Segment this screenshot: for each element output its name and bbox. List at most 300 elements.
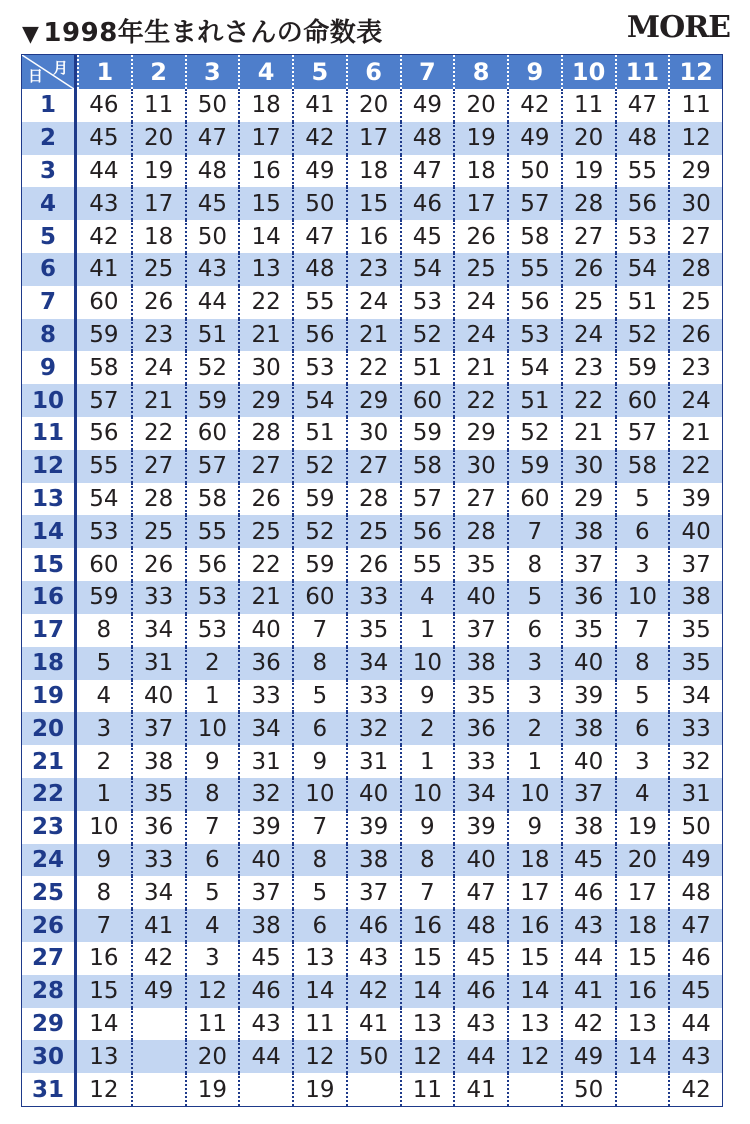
table-cell: 7 bbox=[185, 811, 239, 844]
table-cell: 4 bbox=[96, 682, 112, 709]
table-cell: 43 bbox=[185, 253, 239, 286]
table-cell: 37 bbox=[238, 876, 292, 909]
table-cell: 3 bbox=[615, 745, 669, 778]
table-cell: 12 bbox=[185, 975, 239, 1008]
table-cell: 38 bbox=[346, 844, 400, 877]
day-header: 7 bbox=[22, 286, 77, 319]
table-cell: 51 bbox=[615, 286, 669, 319]
table-cell: 3 bbox=[507, 647, 561, 680]
table-cell: 31 bbox=[346, 745, 400, 778]
table-cell: 47 bbox=[400, 155, 454, 188]
table-cell: 10 bbox=[507, 778, 561, 811]
table-cell: 22 bbox=[238, 286, 292, 319]
table-cell: 1 bbox=[400, 614, 454, 647]
table-cell: 45 bbox=[185, 187, 239, 220]
table-cell: 46 bbox=[453, 975, 507, 1008]
table-cell: 8 bbox=[400, 844, 454, 877]
table-cell: 10 bbox=[400, 647, 454, 680]
table-cell: 2 bbox=[96, 748, 112, 775]
month-header: 9 bbox=[507, 55, 561, 89]
table-cell: 26 bbox=[346, 548, 400, 581]
table-cell: 40 bbox=[238, 844, 292, 877]
table-cell: 51 bbox=[292, 417, 346, 450]
table-cell: 59 bbox=[615, 351, 669, 384]
table-cell: 26 bbox=[238, 483, 292, 516]
table-cell: 38 bbox=[131, 745, 185, 778]
table-cell: 59 bbox=[292, 548, 346, 581]
table-cell: 4 bbox=[615, 778, 669, 811]
table-cell: 46 bbox=[668, 942, 722, 975]
table-cell: 53 bbox=[292, 351, 346, 384]
table-cell: 4 bbox=[400, 581, 454, 614]
table-cell: 3 bbox=[185, 942, 239, 975]
table-cell: 22 bbox=[131, 417, 185, 450]
table-cell: 51 bbox=[185, 319, 239, 352]
table-cell: 50 bbox=[346, 1040, 400, 1073]
table-cell: 11 bbox=[292, 1008, 346, 1041]
table-cell: 49 bbox=[292, 155, 346, 188]
table-cell: 46 bbox=[400, 187, 454, 220]
title-text: 1998年生まれさんの命数表 bbox=[43, 18, 383, 48]
table-cell: 22 bbox=[668, 450, 722, 483]
table-cell: 37 bbox=[668, 548, 722, 581]
table-cell: 44 bbox=[668, 1008, 722, 1041]
table-cell: 58 bbox=[89, 354, 119, 381]
table-cell: 42 bbox=[561, 1008, 615, 1041]
table-cell: 58 bbox=[400, 450, 454, 483]
table-cell: 45 bbox=[77, 122, 131, 155]
table-cell: 7 bbox=[77, 909, 131, 942]
table-cell: 34 bbox=[453, 778, 507, 811]
table-cell: 35 bbox=[346, 614, 400, 647]
table-cell: 43 bbox=[346, 942, 400, 975]
table-cell: 14 bbox=[507, 975, 561, 1008]
table-cell: 12 bbox=[507, 1040, 561, 1073]
table-cell: 32 bbox=[668, 745, 722, 778]
table-cell: 25 bbox=[668, 286, 722, 319]
table-cell: 45 bbox=[400, 220, 454, 253]
table-cell: 54 bbox=[292, 384, 346, 417]
table-cell: 7 bbox=[507, 515, 561, 548]
table-cell: 52 bbox=[292, 515, 346, 548]
table-cell: 18 bbox=[507, 844, 561, 877]
table-cell: 21 bbox=[561, 417, 615, 450]
day-header: 21 bbox=[22, 745, 77, 778]
table-cell: 40 bbox=[561, 647, 615, 680]
table-cell: 31 bbox=[238, 745, 292, 778]
table-cell: 5 bbox=[507, 581, 561, 614]
table-cell: 1 bbox=[400, 745, 454, 778]
day-header: 24 bbox=[22, 844, 77, 877]
month-header: 6 bbox=[346, 55, 400, 89]
table-cell: 28 bbox=[238, 417, 292, 450]
table-cell: 47 bbox=[185, 122, 239, 155]
table-cell: 22 bbox=[346, 351, 400, 384]
month-header: 5 bbox=[292, 55, 346, 89]
table-cell: 23 bbox=[668, 351, 722, 384]
table-cell: 18 bbox=[131, 220, 185, 253]
table-cell: 36 bbox=[238, 647, 292, 680]
table-cell: 34 bbox=[668, 680, 722, 713]
table-cell: 13 bbox=[615, 1008, 669, 1041]
table-cell: 37 bbox=[561, 548, 615, 581]
table-cell: 19 bbox=[292, 1073, 346, 1106]
table-cell: 15 bbox=[346, 187, 400, 220]
table-cell: 9 bbox=[400, 811, 454, 844]
table-cell: 60 bbox=[507, 483, 561, 516]
table-cell: 56 bbox=[185, 548, 239, 581]
table-cell: 26 bbox=[561, 253, 615, 286]
table-cell: 51 bbox=[507, 384, 561, 417]
table-cell: 33 bbox=[346, 680, 400, 713]
table-cell: 13 bbox=[507, 1008, 561, 1041]
table-cell: 14 bbox=[400, 975, 454, 1008]
table-cell: 10 bbox=[89, 814, 119, 841]
table-cell: 35 bbox=[131, 778, 185, 811]
table-cell: 17 bbox=[238, 122, 292, 155]
table-cell: 23 bbox=[561, 351, 615, 384]
table-cell: 3 bbox=[507, 680, 561, 713]
table-cell: 17 bbox=[615, 876, 669, 909]
table-cell: 44 bbox=[453, 1040, 507, 1073]
table-cell: 53 bbox=[400, 286, 454, 319]
table-cell: 18 bbox=[453, 155, 507, 188]
month-header: 1 bbox=[77, 55, 131, 89]
table-cell: 60 bbox=[292, 581, 346, 614]
table-cell: 15 bbox=[400, 942, 454, 975]
table-cell: 7 bbox=[400, 876, 454, 909]
table-cell: 25 bbox=[131, 253, 185, 286]
table-cell: 20 bbox=[131, 122, 185, 155]
table-cell: 1 bbox=[507, 745, 561, 778]
table-cell: 41 bbox=[346, 1008, 400, 1041]
day-header: 23 bbox=[22, 811, 77, 844]
table-cell: 9 bbox=[292, 745, 346, 778]
table-cell: 16 bbox=[400, 909, 454, 942]
table-cell: 16 bbox=[238, 155, 292, 188]
table-cell: 30 bbox=[668, 187, 722, 220]
table-cell: 5 bbox=[185, 876, 239, 909]
table-cell: 52 bbox=[185, 351, 239, 384]
table-cell: 53 bbox=[615, 220, 669, 253]
table-cell: 9 bbox=[77, 844, 131, 877]
table-cell: 5 bbox=[615, 680, 669, 713]
table-cell: 50 bbox=[561, 1073, 615, 1106]
day-header: 19 bbox=[22, 680, 77, 713]
day-header: 27 bbox=[22, 942, 77, 975]
day-header: 2 bbox=[22, 122, 77, 155]
table-cell: 60 bbox=[185, 417, 239, 450]
table-cell: 36 bbox=[131, 811, 185, 844]
table-cell: 6 bbox=[292, 909, 346, 942]
table-cell: 48 bbox=[615, 122, 669, 155]
table-cell: 11 bbox=[131, 89, 185, 122]
table-cell: 6 bbox=[507, 614, 561, 647]
table-cell: 35 bbox=[453, 548, 507, 581]
day-header: 9 bbox=[22, 351, 77, 384]
triangle-down-icon: ▼ bbox=[22, 22, 40, 47]
table-cell: 49 bbox=[561, 1040, 615, 1073]
table-cell: 40 bbox=[131, 680, 185, 713]
table-cell: 46 bbox=[238, 975, 292, 1008]
table-cell: 37 bbox=[131, 712, 185, 745]
table-cell: 45 bbox=[238, 942, 292, 975]
table-cell: 50 bbox=[668, 811, 722, 844]
day-header: 3 bbox=[22, 155, 77, 188]
table-cell: 29 bbox=[561, 483, 615, 516]
table-cell: 33 bbox=[238, 680, 292, 713]
table-cell: 25 bbox=[346, 515, 400, 548]
table-cell: 8 bbox=[507, 548, 561, 581]
table-cell: 10 bbox=[292, 778, 346, 811]
table-cell: 19 bbox=[131, 155, 185, 188]
table-cell: 52 bbox=[292, 450, 346, 483]
table-cell: 54 bbox=[400, 253, 454, 286]
table-cell: 14 bbox=[615, 1040, 669, 1073]
table-cell: 32 bbox=[346, 712, 400, 745]
table-cell: 46 bbox=[561, 876, 615, 909]
table-cell: 53 bbox=[507, 319, 561, 352]
table-cell: 40 bbox=[238, 614, 292, 647]
day-header: 16 bbox=[22, 581, 77, 614]
table-cell: 7 bbox=[615, 614, 669, 647]
table-cell: 29 bbox=[668, 155, 722, 188]
table-cell: 30 bbox=[238, 351, 292, 384]
table-cell: 42 bbox=[346, 975, 400, 1008]
table-cell: 49 bbox=[668, 844, 722, 877]
day-header: 31 bbox=[22, 1073, 77, 1106]
table-cell: 55 bbox=[400, 548, 454, 581]
day-header: 13 bbox=[22, 483, 77, 516]
table-cell: 18 bbox=[346, 155, 400, 188]
table-cell: 23 bbox=[131, 319, 185, 352]
table-cell: 45 bbox=[668, 975, 722, 1008]
day-header: 11 bbox=[22, 417, 77, 450]
table-cell: 6 bbox=[615, 712, 669, 745]
table-cell: 33 bbox=[131, 844, 185, 877]
table-cell: 4 bbox=[185, 909, 239, 942]
table-cell: 41 bbox=[131, 909, 185, 942]
table-cell: 22 bbox=[238, 548, 292, 581]
corner-month-label: 月 bbox=[52, 59, 68, 77]
table-cell: 38 bbox=[561, 811, 615, 844]
table-cell: 29 bbox=[238, 384, 292, 417]
day-header: 12 bbox=[22, 450, 77, 483]
table-cell: 27 bbox=[238, 450, 292, 483]
table-cell: 8 bbox=[292, 844, 346, 877]
table-cell: 42 bbox=[507, 89, 561, 122]
day-header: 20 bbox=[22, 712, 77, 745]
table-cell: 20 bbox=[346, 89, 400, 122]
table-cell: 16 bbox=[615, 975, 669, 1008]
table-cell: 48 bbox=[668, 876, 722, 909]
table-cell: 55 bbox=[507, 253, 561, 286]
table-cell: 8 bbox=[185, 778, 239, 811]
table-cell: 2 bbox=[400, 712, 454, 745]
table-cell: 12 bbox=[668, 122, 722, 155]
table-cell: 5 bbox=[292, 680, 346, 713]
table-cell: 17 bbox=[131, 187, 185, 220]
table-cell: 34 bbox=[131, 614, 185, 647]
table-cell: 52 bbox=[615, 319, 669, 352]
table-cell: 48 bbox=[185, 155, 239, 188]
table-cell: 60 bbox=[400, 384, 454, 417]
table-cell: 39 bbox=[668, 483, 722, 516]
table-cell: 26 bbox=[668, 319, 722, 352]
table-cell: 20 bbox=[615, 844, 669, 877]
table-cell: 6 bbox=[615, 515, 669, 548]
day-header: 22 bbox=[22, 778, 77, 811]
table-cell: 12 bbox=[400, 1040, 454, 1073]
table-cell: 53 bbox=[77, 515, 131, 548]
table-cell: 42 bbox=[668, 1073, 722, 1106]
table-cell: 21 bbox=[238, 319, 292, 352]
table-cell: 40 bbox=[561, 745, 615, 778]
number-table bbox=[21, 54, 723, 1107]
month-header: 10 bbox=[561, 55, 615, 89]
table-corner-header bbox=[22, 55, 77, 89]
table-cell: 16 bbox=[507, 909, 561, 942]
day-header: 26 bbox=[22, 909, 77, 942]
month-header: 12 bbox=[668, 55, 722, 89]
table-cell: 19 bbox=[185, 1073, 239, 1106]
table-cell: 38 bbox=[238, 909, 292, 942]
table-cell: 13 bbox=[400, 1008, 454, 1041]
table-cell: 36 bbox=[453, 712, 507, 745]
table-cell: 43 bbox=[77, 187, 131, 220]
table-cell: 21 bbox=[238, 581, 292, 614]
table-cell: 52 bbox=[400, 319, 454, 352]
table-cell: 10 bbox=[185, 712, 239, 745]
table-cell: 16 bbox=[346, 220, 400, 253]
table-cell: 28 bbox=[453, 515, 507, 548]
table-cell: 28 bbox=[346, 483, 400, 516]
table-cell bbox=[346, 1073, 400, 1106]
table-cell: 10 bbox=[400, 778, 454, 811]
table-cell: 1 bbox=[77, 778, 131, 811]
table-cell: 31 bbox=[131, 647, 185, 680]
table-cell: 6 bbox=[292, 712, 346, 745]
table-cell: 12 bbox=[89, 1076, 119, 1103]
table-cell: 7 bbox=[292, 614, 346, 647]
table-cell: 35 bbox=[668, 614, 722, 647]
table-cell: 1 bbox=[185, 680, 239, 713]
table-cell: 40 bbox=[346, 778, 400, 811]
table-cell: 9 bbox=[507, 811, 561, 844]
table-cell: 28 bbox=[561, 187, 615, 220]
table-cell: 56 bbox=[507, 286, 561, 319]
table-cell: 60 bbox=[89, 551, 119, 578]
table-cell: 7 bbox=[292, 811, 346, 844]
day-header: 4 bbox=[22, 187, 77, 220]
table-cell: 39 bbox=[346, 811, 400, 844]
month-header: 8 bbox=[453, 55, 507, 89]
table-cell: 55 bbox=[77, 450, 131, 483]
table-cell: 57 bbox=[507, 187, 561, 220]
table-cell bbox=[615, 1073, 669, 1106]
table-cell: 19 bbox=[561, 155, 615, 188]
day-header: 29 bbox=[22, 1008, 77, 1041]
month-header: 7 bbox=[400, 55, 454, 89]
table-cell: 28 bbox=[668, 253, 722, 286]
day-header: 1 bbox=[22, 89, 77, 122]
table-cell: 38 bbox=[561, 515, 615, 548]
table-cell: 26 bbox=[453, 220, 507, 253]
table-grid bbox=[22, 55, 722, 1106]
table-cell: 24 bbox=[453, 286, 507, 319]
table-cell: 30 bbox=[561, 450, 615, 483]
table-cell: 41 bbox=[292, 89, 346, 122]
table-cell: 49 bbox=[400, 89, 454, 122]
table-cell: 20 bbox=[453, 89, 507, 122]
table-cell: 15 bbox=[615, 942, 669, 975]
table-cell: 52 bbox=[507, 417, 561, 450]
table-cell: 37 bbox=[453, 614, 507, 647]
brand-logo: MORE bbox=[626, 10, 730, 45]
table-cell: 34 bbox=[346, 647, 400, 680]
table-cell: 8 bbox=[292, 647, 346, 680]
day-header: 6 bbox=[22, 253, 77, 286]
table-cell: 38 bbox=[561, 712, 615, 745]
table-cell: 56 bbox=[292, 319, 346, 352]
table-cell: 43 bbox=[453, 1008, 507, 1041]
table-cell: 59 bbox=[400, 417, 454, 450]
table-cell: 39 bbox=[453, 811, 507, 844]
table-cell: 45 bbox=[453, 942, 507, 975]
table-cell: 46 bbox=[346, 909, 400, 942]
table-cell: 22 bbox=[561, 384, 615, 417]
table-cell: 14 bbox=[238, 220, 292, 253]
table-cell: 21 bbox=[668, 417, 722, 450]
table-cell: 48 bbox=[400, 122, 454, 155]
table-cell: 6 bbox=[185, 844, 239, 877]
day-header: 30 bbox=[22, 1040, 77, 1073]
table-cell: 57 bbox=[77, 384, 131, 417]
table-cell: 55 bbox=[292, 286, 346, 319]
table-cell bbox=[507, 1073, 561, 1106]
table-cell: 18 bbox=[238, 89, 292, 122]
table-cell: 59 bbox=[185, 384, 239, 417]
table-cell: 38 bbox=[453, 647, 507, 680]
month-header: 11 bbox=[615, 55, 669, 89]
table-cell: 48 bbox=[292, 253, 346, 286]
table-cell: 33 bbox=[453, 745, 507, 778]
table-cell: 40 bbox=[668, 515, 722, 548]
table-cell: 8 bbox=[615, 647, 669, 680]
corner-day-label: 日 bbox=[28, 67, 44, 85]
table-cell: 59 bbox=[292, 483, 346, 516]
table-cell: 41 bbox=[561, 975, 615, 1008]
table-cell: 55 bbox=[615, 155, 669, 188]
table-cell: 28 bbox=[131, 483, 185, 516]
day-header: 10 bbox=[22, 384, 77, 417]
day-header: 14 bbox=[22, 515, 77, 548]
table-cell: 21 bbox=[346, 319, 400, 352]
table-cell: 20 bbox=[185, 1040, 239, 1073]
table-cell: 60 bbox=[89, 289, 119, 316]
table-cell: 59 bbox=[507, 450, 561, 483]
month-header: 2 bbox=[131, 55, 185, 89]
month-header: 3 bbox=[185, 55, 239, 89]
table-cell: 47 bbox=[292, 220, 346, 253]
table-cell: 46 bbox=[89, 92, 119, 119]
table-cell: 23 bbox=[346, 253, 400, 286]
table-cell: 50 bbox=[292, 187, 346, 220]
table-cell bbox=[238, 1073, 292, 1106]
table-cell: 44 bbox=[238, 1040, 292, 1073]
table-cell: 24 bbox=[131, 351, 185, 384]
header bbox=[0, 0, 750, 50]
